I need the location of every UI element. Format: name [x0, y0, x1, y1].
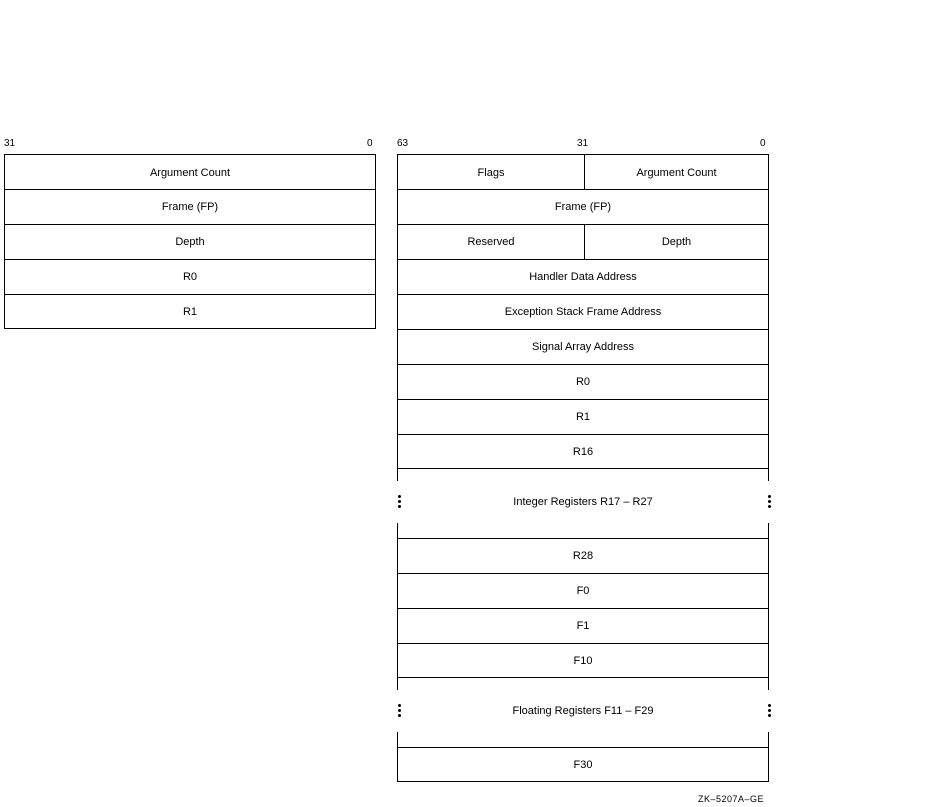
figure-id-label: ZK–5207A–GE	[698, 794, 765, 804]
floating-registers-label: Floating Registers F11 – F29	[512, 705, 654, 717]
left-bit-high-label: 31	[4, 138, 16, 149]
right-row-reserved: Reserved	[467, 236, 515, 248]
row-divider	[398, 468, 768, 469]
right-row-flags: Flags	[477, 166, 505, 179]
right-row-flags-argcount	[398, 155, 768, 190]
right-bit-high-label: 63	[397, 138, 409, 149]
ellipsis-vertical-icon	[396, 703, 402, 719]
right-bit-mid-label: 31	[577, 138, 589, 149]
right-row-f1: F1	[398, 608, 768, 643]
left-bit-low-label: 0	[367, 138, 373, 149]
right-row-f0: F0	[398, 573, 768, 608]
left-row-argument-count: Argument Count	[149, 166, 231, 179]
right-row-r16: R16	[398, 434, 768, 469]
left-row-frame: Frame (FP)	[5, 189, 375, 224]
right-row-handler: Handler Data Address	[398, 259, 768, 294]
right-row-argument-count: Argument Count	[636, 166, 717, 179]
right-row-frame: Frame (FP)	[398, 189, 768, 224]
right-row-f10: F10	[398, 643, 768, 678]
right-row-signal: Signal Array Address	[398, 329, 768, 364]
left-frame-box	[4, 154, 376, 329]
right-row-f30: F30	[398, 747, 768, 782]
left-row-depth: Depth	[5, 224, 375, 259]
right-row-r28: R28	[398, 538, 768, 573]
left-row-r0: R0	[5, 259, 375, 294]
right-row-exception: Exception Stack Frame Address	[398, 294, 768, 329]
right-bit-low-label: 0	[760, 138, 766, 149]
right-row-depth: Depth	[661, 236, 692, 248]
right-row-reserved-depth	[398, 224, 768, 259]
row-divider	[398, 677, 768, 678]
left-row-r1: R1	[5, 294, 375, 329]
right-frame-box	[397, 154, 769, 782]
right-row-r0: R0	[398, 364, 768, 399]
ellipsis-vertical-icon	[766, 494, 772, 510]
ellipsis-vertical-icon	[396, 494, 402, 510]
right-row-r1: R1	[398, 399, 768, 434]
ellipsis-vertical-icon	[766, 703, 772, 719]
integer-registers-label: Integer Registers R17 – R27	[513, 496, 653, 508]
